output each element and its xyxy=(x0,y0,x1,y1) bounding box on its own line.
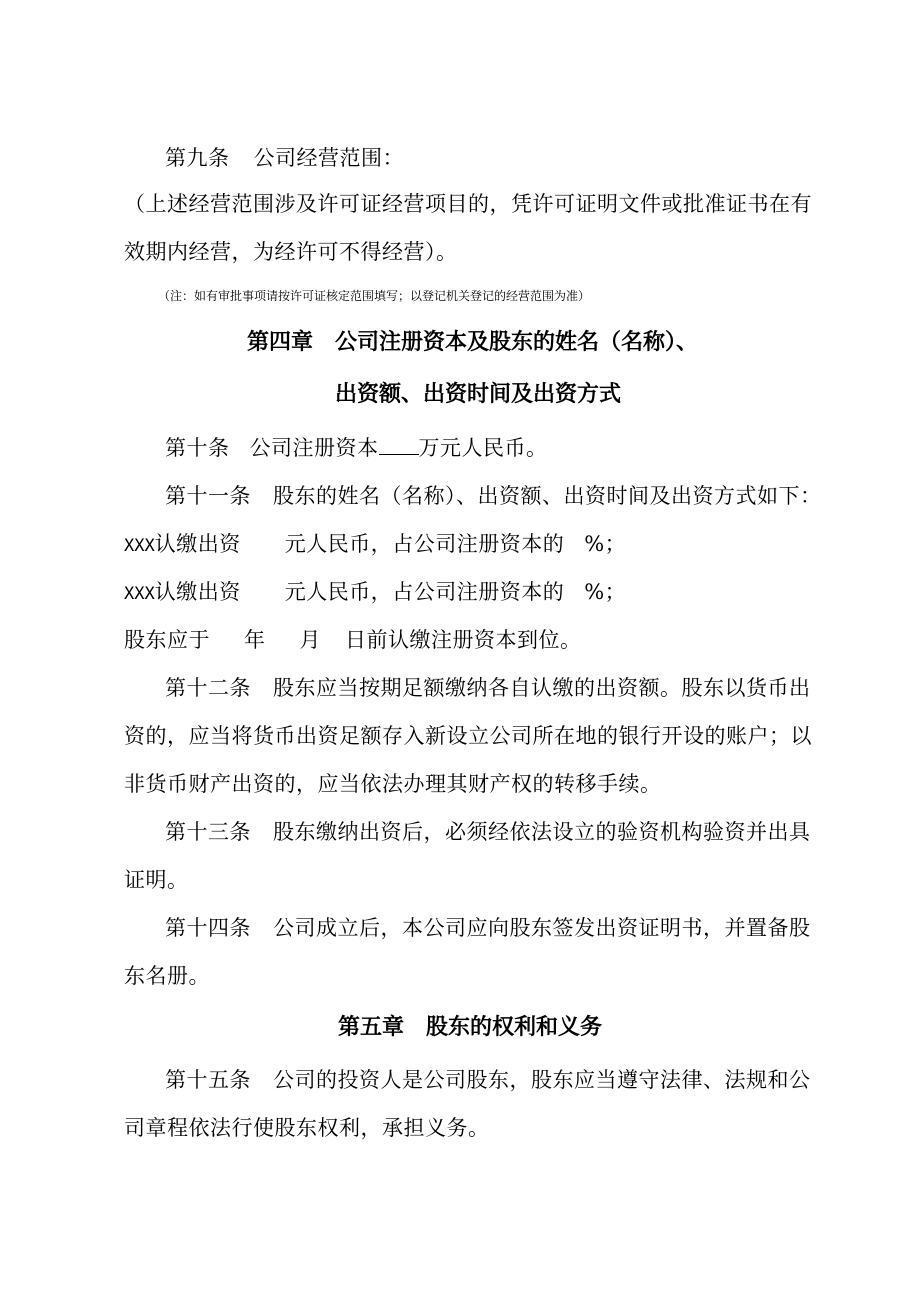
shareholder-unit: 元人民币，占公司注册资本的 xyxy=(284,532,565,556)
article-9-paren-line-1: （上述经营范围涉及许可证经营项目的，凭许可证明文件或批准证书在有 xyxy=(124,192,812,216)
shareholder-percent: %； xyxy=(584,532,627,556)
capital-deadline-line xyxy=(124,626,582,654)
article-15-text-1: 公司的投资人是公司股东，股东应当遵守法律、法规和公 xyxy=(273,1068,811,1092)
article-9-note: （注：如有审批事项请按许可证核定范围填写；以登记机关登记的经营范围为准） xyxy=(158,289,591,303)
article-12-line-2: 资的，应当将货币出资足额存入新设立公司所在地的银行开设的账户；以 xyxy=(124,724,812,748)
article-13-line-2: 证明。 xyxy=(124,868,189,892)
article-15-line-1 xyxy=(165,1066,811,1094)
chapter-4-heading-line-1: 第四章 公司注册资本及股东的姓名（名称）、 xyxy=(247,330,699,355)
shareholder-name: XXX xyxy=(124,584,155,604)
chapter-5-heading: 第五章 股东的权利和义务 xyxy=(338,1014,603,1040)
article-11-title: 第十一条 xyxy=(165,484,251,508)
shareholder-subscribe: 认缴出资 xyxy=(154,580,241,604)
registered-capital-blank xyxy=(379,436,419,455)
article-9-title: 第九条 xyxy=(165,146,230,170)
article-9-line xyxy=(165,144,404,172)
deadline-suffix: 日前认缴注册资本到位。 xyxy=(345,628,582,652)
article-12-title: 第十二条 xyxy=(165,676,251,700)
article-15-title: 第十五条 xyxy=(165,1068,251,1092)
article-13-line-1 xyxy=(165,818,811,846)
deadline-month: 月 xyxy=(299,628,321,652)
article-13-text-1: 股东缴纳出资后，必须经依法设立的验资机构验资并出具 xyxy=(273,820,811,844)
article-10-text-before: 公司注册资本 xyxy=(249,436,379,460)
chapter-4-heading-line-2: 出资额、出资时间及出资方式 xyxy=(335,382,622,407)
article-10-line xyxy=(165,434,548,462)
shareholder-row xyxy=(124,530,626,560)
article-11-line xyxy=(165,482,822,510)
article-12-line-1 xyxy=(165,674,811,702)
shareholder-percent: %； xyxy=(584,580,627,604)
article-12-line-3: 非货币财产出资的，应当依法办理其财产权的转移手续。 xyxy=(124,772,662,796)
article-14-title: 第十四条 xyxy=(165,916,251,940)
shareholder-subscribe: 认缴出资 xyxy=(154,532,241,556)
article-14-line-2: 东名册。 xyxy=(124,964,210,988)
article-14-line-1 xyxy=(165,914,811,942)
deadline-year: 年 xyxy=(244,628,266,652)
article-10-text-after: 万元人民币。 xyxy=(418,436,548,460)
article-11-text: 股东的姓名（名称）、出资额、出资时间及出资方式如下： xyxy=(273,484,822,508)
article-9-text: 公司经营范围： xyxy=(253,146,404,170)
article-13-title: 第十三条 xyxy=(165,820,251,844)
article-15-line-2: 司章程依法行使股东权利，承担义务。 xyxy=(124,1116,490,1140)
article-14-text-1: 公司成立后，本公司应向股东签发出资证明书，并置备股 xyxy=(273,916,811,940)
article-12-text-1: 股东应当按期足额缴纳各自认缴的出资额。股东以货币出 xyxy=(273,676,811,700)
article-9-paren-line-2: 效期内经营，为经许可不得经营）。 xyxy=(124,240,458,264)
shareholder-name: XXX xyxy=(124,536,155,556)
shareholder-row xyxy=(124,578,626,608)
deadline-prefix: 股东应于 xyxy=(124,628,210,652)
article-10-title: 第十条 xyxy=(165,436,230,460)
shareholder-unit: 元人民币，占公司注册资本的 xyxy=(284,580,565,604)
